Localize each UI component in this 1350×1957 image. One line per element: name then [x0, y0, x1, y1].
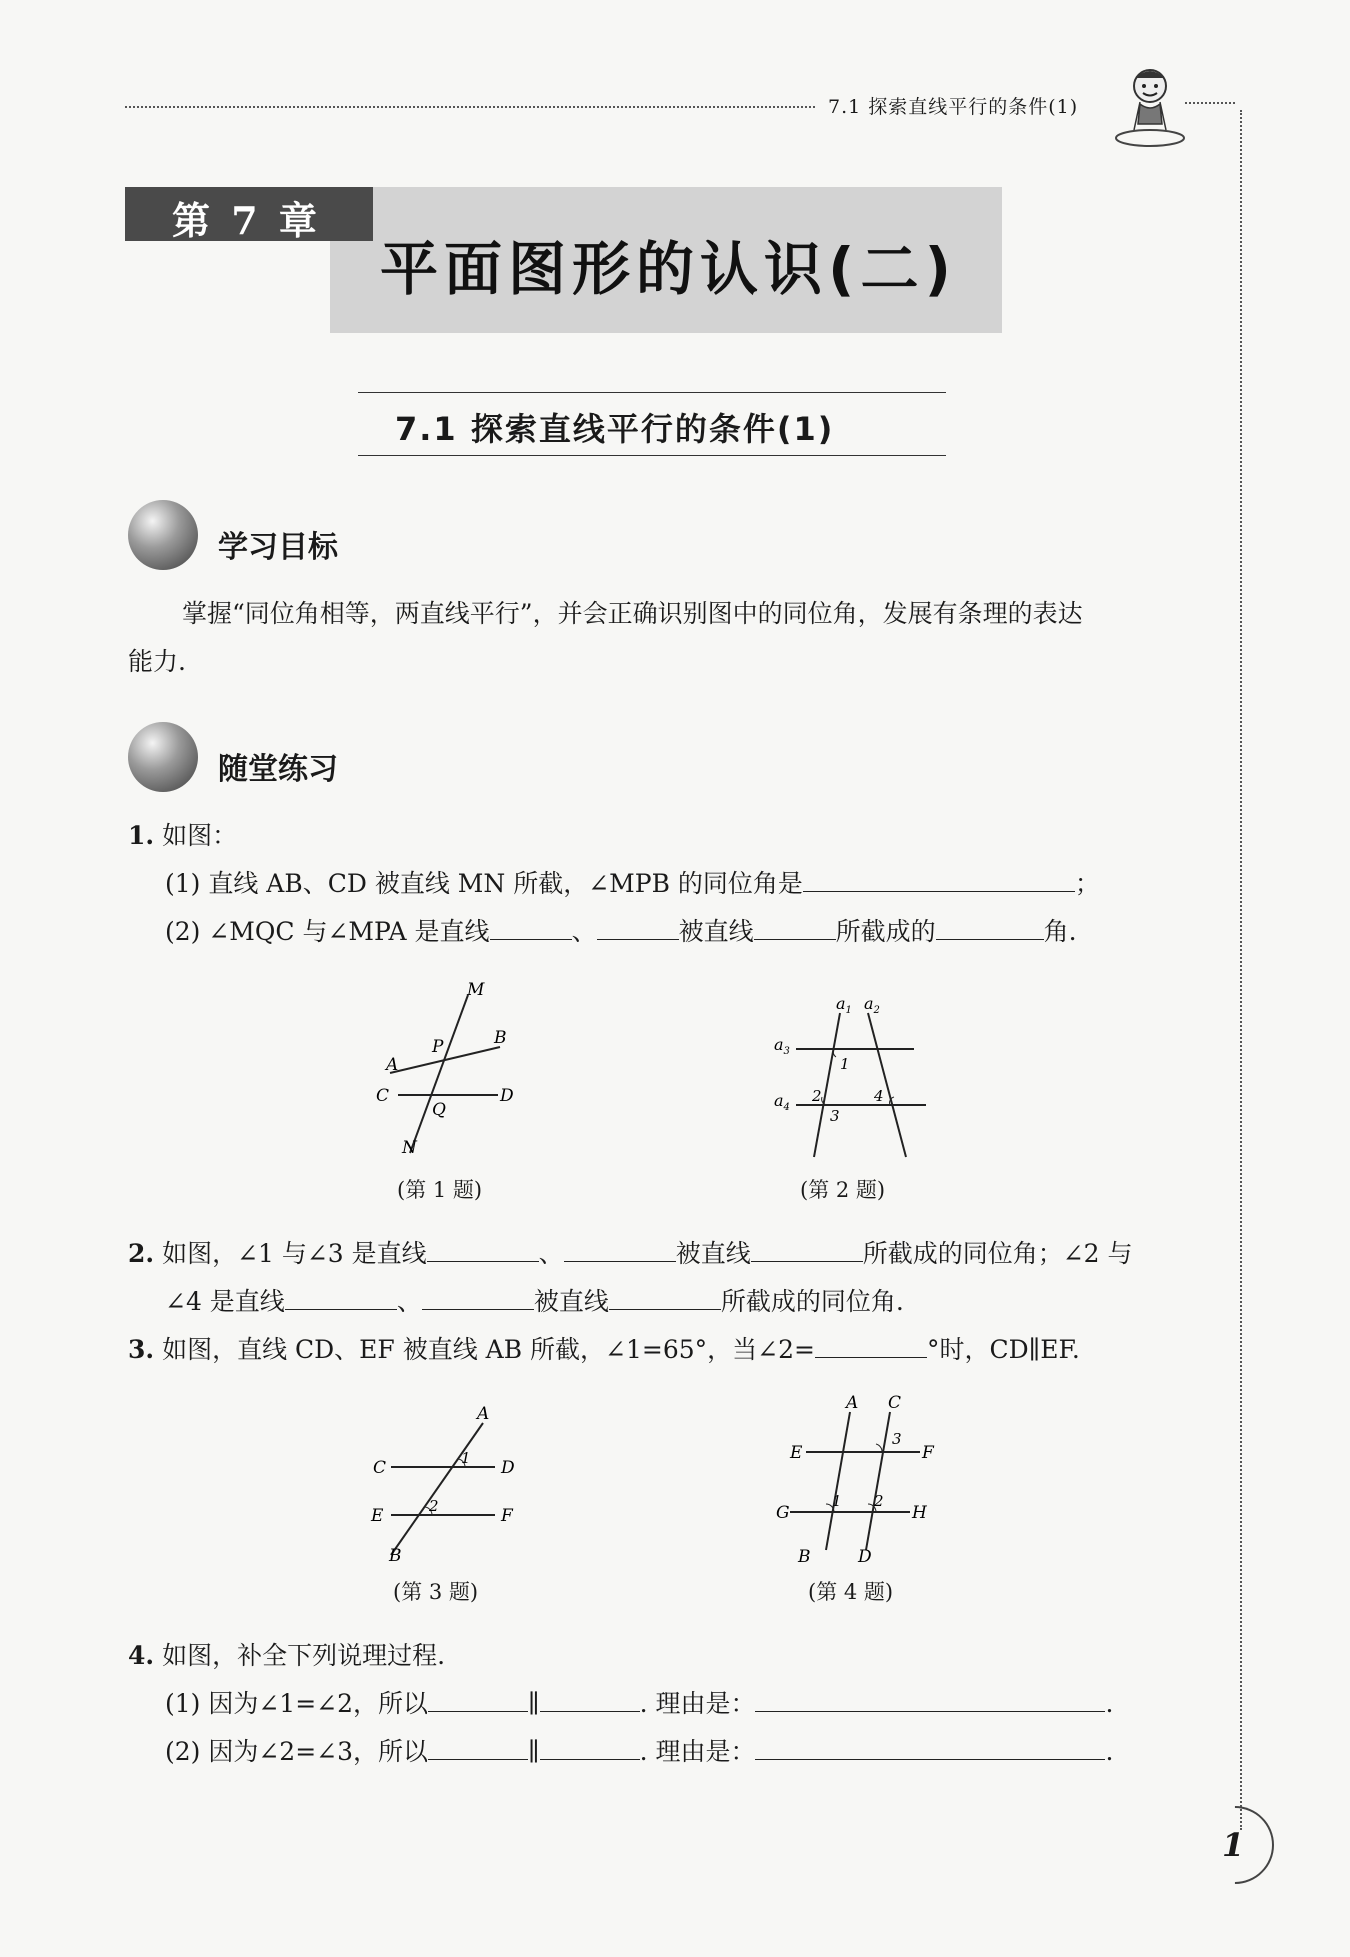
question-2-line2: ∠4 是直线 、 被直线 所截成的同位角. [165, 1278, 904, 1326]
figure-1 [370, 975, 540, 1165]
objectives-heading: 学习目标 [218, 530, 338, 565]
label-C: C [888, 1393, 902, 1413]
objectives-text-line2: 能力. [128, 647, 186, 676]
label-B: B [389, 1546, 402, 1566]
label-a1: $a_1$ [836, 994, 852, 1016]
label-C: C [376, 1086, 390, 1106]
answer-blank[interactable] [427, 1231, 539, 1262]
label-M: M [467, 980, 485, 1000]
answer-blank[interactable] [936, 909, 1044, 940]
label-D: D [501, 1458, 515, 1478]
mascot-icon [1110, 60, 1190, 150]
label-B: B [798, 1547, 811, 1567]
figure-4-caption: (第 4 题) [808, 1580, 894, 1604]
figure-2-caption: (第 2 题) [800, 1178, 886, 1202]
question-1-stem: 1. 如图： [128, 821, 238, 850]
section-rule-bottom [358, 455, 946, 456]
label-a3: $a_3$ [774, 1035, 790, 1057]
section-title: 7.1 探索直线平行的条件(1) [395, 410, 835, 448]
label-Q: Q [432, 1100, 446, 1120]
figure-4 [770, 1390, 950, 1570]
label-a4: $a_4$ [774, 1091, 790, 1113]
label-F: F [922, 1443, 934, 1463]
answer-blank[interactable] [803, 861, 1075, 892]
answer-blank[interactable] [285, 1279, 397, 1310]
label-F: F [501, 1506, 513, 1526]
answer-blank[interactable] [428, 1681, 528, 1712]
running-title: 7.1 探索直线平行的条件(1) [828, 96, 1079, 118]
label-A: A [846, 1393, 859, 1413]
globe-icon [128, 722, 198, 792]
label-D: D [500, 1086, 514, 1106]
angle-4: 4 [874, 1087, 884, 1105]
section-rule-top [358, 392, 946, 393]
figure-3 [365, 1395, 535, 1570]
angle-3: 3 [830, 1107, 840, 1125]
question-1-part1: (1) 直线 AB、CD 被直线 MN 所截，∠MPB 的同位角是 ； [165, 860, 1100, 908]
label-B: B [494, 1028, 507, 1048]
answer-blank[interactable] [597, 909, 679, 940]
label-A: A [477, 1404, 490, 1424]
answer-blank[interactable] [540, 1681, 640, 1712]
angle-1: 1 [832, 1492, 842, 1510]
angle-2: 2 [812, 1087, 822, 1105]
angle-1: 1 [461, 1449, 471, 1467]
angle-2: 2 [429, 1497, 439, 1515]
label-G: G [776, 1503, 790, 1523]
right-margin-dotted-line [1240, 110, 1242, 1830]
angle-2: 2 [874, 1492, 884, 1510]
label-a2: $a_2$ [864, 994, 880, 1016]
question-1-part2: (2) ∠MQC 与∠MPA 是直线 、 被直线 所截成的 角. [165, 908, 1077, 956]
question-4-part1: (1) 因为∠1=∠2，所以 ∥ . 理由是： . [165, 1680, 1113, 1728]
figure-1-caption: (第 1 题) [397, 1178, 483, 1202]
label-C: C [373, 1458, 387, 1478]
objectives-text-line1: 掌握“同位角相等，两直线平行”，并会正确识别图中的同位角，发展有条理的表达 [182, 599, 1083, 628]
label-E: E [790, 1443, 803, 1463]
question-4-part2: (2) 因为∠2=∠3，所以 ∥ . 理由是： . [165, 1728, 1113, 1776]
label-A: A [386, 1055, 399, 1075]
header-dotted-line [125, 106, 815, 108]
answer-blank[interactable] [540, 1729, 640, 1760]
answer-blank[interactable] [751, 1231, 863, 1262]
figure-3-caption: (第 3 题) [393, 1580, 479, 1604]
figure-2 [770, 985, 940, 1165]
label-D: D [858, 1547, 872, 1567]
answer-blank[interactable] [754, 909, 836, 940]
label-E: E [371, 1506, 384, 1526]
practice-heading: 随堂练习 [218, 752, 338, 787]
label-H: H [912, 1503, 927, 1523]
question-2-line1: 2. 如图，∠1 与∠3 是直线 、 被直线 所截成的同位角；∠2 与 [128, 1230, 1133, 1278]
header-dotted-line-right [1185, 102, 1235, 104]
globe-icon [128, 500, 198, 570]
answer-blank[interactable] [428, 1729, 528, 1760]
question-3: 3. 如图，直线 CD、EF 被直线 AB 所截，∠1=65°，当∠2= °时，CD∥EF. [128, 1326, 1080, 1374]
page-number: 1 [1222, 1826, 1245, 1864]
label-N: N [402, 1138, 417, 1158]
answer-blank[interactable] [422, 1279, 534, 1310]
answer-blank[interactable] [755, 1681, 1105, 1712]
angle-3: 3 [892, 1430, 902, 1448]
answer-blank[interactable] [755, 1729, 1105, 1760]
answer-blank[interactable] [490, 909, 572, 940]
answer-blank[interactable] [564, 1231, 676, 1262]
angle-1: 1 [840, 1055, 850, 1073]
chapter-label: 第 7 章 [172, 198, 321, 243]
label-P: P [432, 1037, 444, 1057]
chapter-title: 平面图形的认识(二) [380, 235, 958, 303]
answer-blank[interactable] [815, 1327, 927, 1358]
question-4-stem: 4. 如图，补全下列说理过程. [128, 1641, 446, 1670]
answer-blank[interactable] [609, 1279, 721, 1310]
